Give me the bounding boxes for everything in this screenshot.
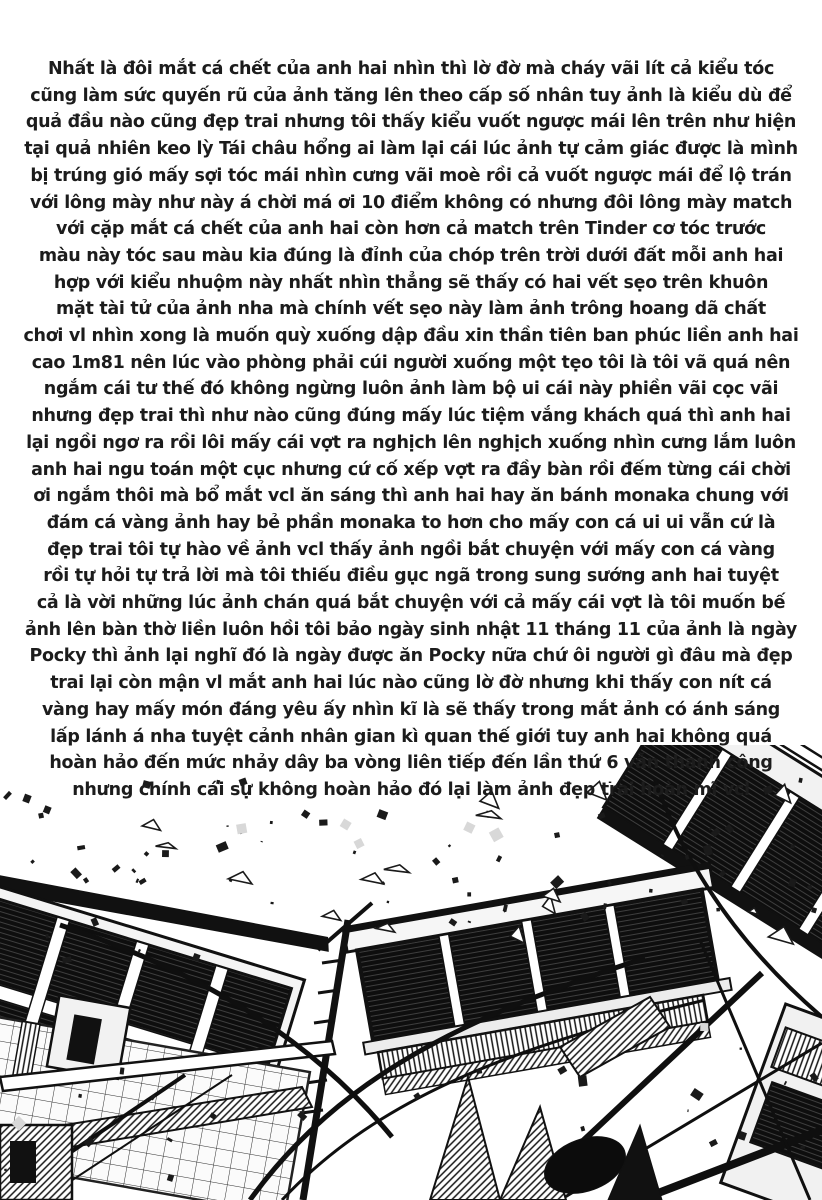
text-line: rồi tự hỏi tự trả lời mà tôi thiếu điều gục ngã trong sung sướng anh hai tuyệt [43,566,779,587]
ruined-buildings-illustration [0,745,822,1200]
text-line: Pocky thì ảnh lại nghĩ đó là ngày được ăn Pocky nữa chứ ôi người gì đâu mà đẹp [29,646,793,667]
text-line: nhưng đẹp trai thì như nào cũng đúng mấy lúc tiệm vắng khách quá thì anh hai [31,406,791,427]
text-line: bị trúng gió mấy sợi tóc mái nhìn cưng vãi moè rồi cả vuốt ngược mái để lộ trán [30,165,792,186]
text-line: cũng làm sức quyến rũ của ảnh tăng lên theo cấp số nhân tuy ảnh là kiểu dù để [30,85,792,106]
text-line: đẹp trai tôi tự hào về ảnh vcl thấy ảnh ngồi bắt chuyện với mấy con cá vàng [47,539,775,560]
text-line: lại ngồi ngơ ra rồi lôi mấy cái vợt ra nghịch lên nghịch xuống nhìn cưng lắm luôn [26,432,796,453]
text-line: với lông mày như này á chời má ơi 10 điểm không có nhưng đôi lông mày match [29,192,793,213]
text-line: lấp lánh á nha tuyệt cảnh nhân gian kì quan thế giới tuy anh hai không quá [50,726,772,747]
text-line: tại quả nhiên keo lỳ Tái châu hổng ai làm lại cái lúc ảnh tự cảm giác được là mình [24,139,798,160]
text-line: ngắm cái tư thế đó không ngừng luôn ảnh làm bộ ui cái này phiền vãi cọc vãi [43,379,779,400]
text-line: quả đầu nào cũng đẹp trai nhưng tôi thấy kiểu vuốt ngược mái lên trên như hiện [25,112,797,133]
text-line: trai lại còn mận vl mắt anh hai lúc nào cũng lờ đờ nhưng khi thấy con nít cá [50,673,772,694]
text-line: Nhất là đôi mắt cá chết của anh hai nhìn thì lờ đờ mà cháy vãi lít cả kiểu tóc [47,59,775,79]
text-line: vàng hay mấy món đáng yêu ấy nhìn kĩ là sẽ thấy trong mắt ảnh có ánh sáng [41,699,781,720]
corner-block [0,1125,72,1200]
building-right-strip [721,1004,822,1200]
text-line: màu này tóc sau màu kia đúng là đỉnh của chóp trên trời dưới đất mỗi anh hai [38,245,784,266]
text-line: cả là vời những lúc ảnh chán quá bắt chuyện với cả mấy cái vợt là tôi muốn bế [36,593,786,614]
text-line: ơi ngắm thôi mà bổ mắt vcl ăn sáng thì anh hai hay ăn bánh monaka chung với [33,486,789,507]
narration-text-block [0,56,822,804]
text-line: nhưng chính cái sự không hoàn hảo đó lại làm ảnh đẹp trai hoàn mĩ vcl [72,779,750,800]
text-line: mặt tài tử của ảnh nha mà chính vết sẹo này làm ảnh trông hoang dã chất [56,299,766,320]
text-line: với cặp mắt cá chết của anh hai còn hơn cả match trên Tinder cơ tóc trước [56,219,766,240]
text-line: cao 1m81 nên lúc vào phòng phải cúi người xuống một tẹo tôi là tôi vã quá nên [31,352,791,373]
text-line: hoàn hảo đến mức nhảy dây ba vòng liên tiếp đến lần thứ 6 vẫn thành công [49,753,773,774]
text-line: hợp với kiểu nhuộm này nhất nhìn thẳng sẽ thấy có hai vết sẹo trên khuôn [53,272,769,293]
text-line: anh hai ngu toán một cục nhưng cứ cố xếp vợt ra đầy bàn rồi đếm từng cái chời [31,459,791,480]
text-line: đám cá vàng ảnh hay bẻ phần monaka to hơn cho mấy con cá ui ui vẫn cứ là [46,512,776,533]
text-line: ảnh lên bàn thờ liền luôn hồi tôi bảo ngày sinh nhật 11 tháng 11 của ảnh là ngày [24,619,798,640]
text-line: chơi vl nhìn xong là muốn quỳ xuống dập đầu xin thần tiên ban phúc liền anh hai [23,326,799,347]
